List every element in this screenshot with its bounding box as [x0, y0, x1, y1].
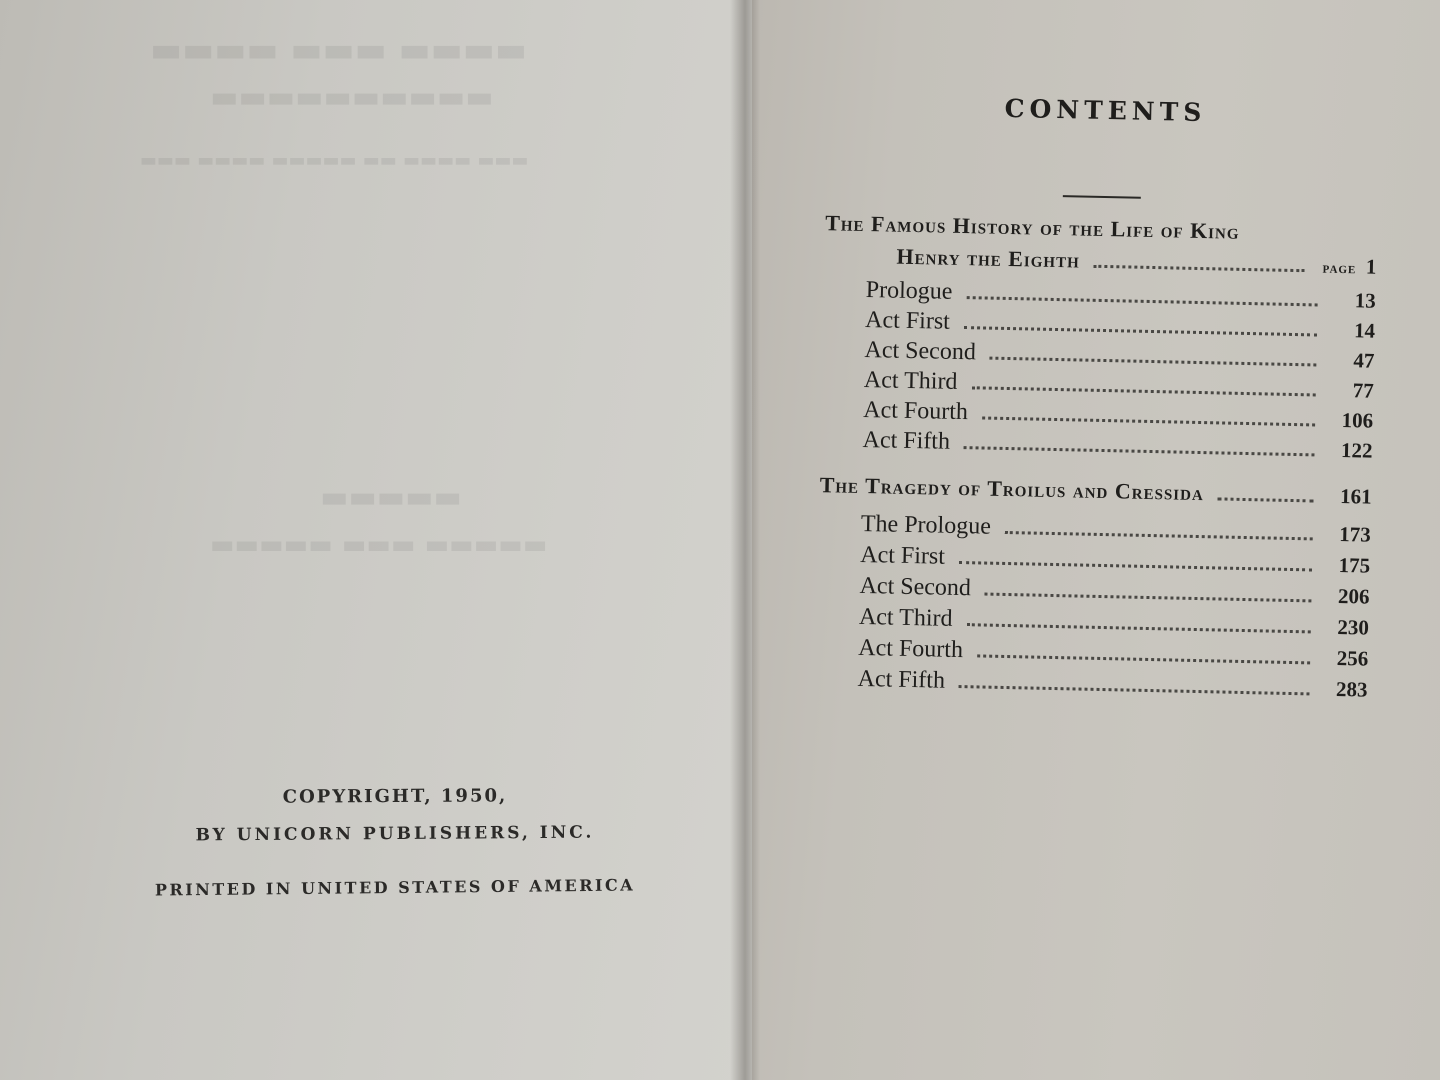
- leader-dots: [959, 551, 1313, 571]
- toc-page: 256: [1336, 645, 1369, 671]
- leader-dots: [1094, 255, 1305, 272]
- toc-label: Act Fifth: [857, 665, 946, 694]
- toc-page: 77: [1352, 378, 1375, 403]
- leader-dots: [966, 613, 1311, 633]
- play1-title-row: [896, 244, 1377, 284]
- divider-rule: [1063, 195, 1141, 199]
- toc-label: Act Third: [863, 366, 958, 395]
- copyright-line: COPYRIGHT, 1950,: [282, 785, 508, 808]
- toc-label: Act Fourth: [863, 396, 969, 426]
- toc-page: 175: [1338, 552, 1371, 578]
- leader-dots: [1005, 521, 1313, 540]
- bleed-through-text: ▬▬▬▬ ▬▬▬ ▬▬▬▬: [150, 30, 528, 70]
- toc-label: Act First: [864, 306, 951, 335]
- book-gutter: [730, 0, 760, 1080]
- toc-page: 122: [1340, 437, 1373, 463]
- toc-page: 13: [1354, 288, 1376, 313]
- leader-dots: [985, 583, 1312, 603]
- toc-page: 173: [1339, 521, 1372, 547]
- play1-page: 1: [1365, 254, 1377, 279]
- toc-label: Act First: [859, 541, 946, 570]
- toc-page: 106: [1341, 408, 1374, 433]
- bleed-through-text: ▬▬▬▬▬ ▬▬▬ ▬▬▬▬▬: [210, 530, 548, 560]
- printed-line: PRINTED IN UNITED STATES OF AMERICA: [154, 875, 636, 900]
- leader-dots: [959, 675, 1310, 695]
- leader-dots: [977, 644, 1311, 664]
- toc-page: 283: [1335, 676, 1368, 702]
- toc-page: 230: [1337, 614, 1370, 640]
- publisher-line: BY UNICORN PUBLISHERS, INC.: [195, 822, 595, 846]
- play2-title: The Tragedy of Troilus and Cressida: [819, 472, 1205, 506]
- toc-label: Act Fourth: [858, 634, 964, 664]
- toc-label: Act Second: [859, 572, 972, 602]
- play1-title-line2: Henry the Eighth: [896, 243, 1081, 273]
- toc-label: Prologue: [865, 277, 953, 305]
- leader-dots: [971, 376, 1316, 396]
- toc-page: 14: [1353, 318, 1376, 343]
- play1-title-line1: The Famous History of the Life of King: [824, 210, 1240, 244]
- bleed-through-text: ▬▬▬▬▬: [320, 480, 462, 515]
- toc-label: Act Fifth: [862, 426, 951, 455]
- play2-page: 161: [1339, 483, 1372, 509]
- contents-page: [807, 90, 1400, 742]
- page-word: PAGE: [1322, 263, 1357, 277]
- toc-label: The Prologue: [860, 510, 992, 540]
- leader-dots: [990, 347, 1317, 367]
- bleed-through-text: ▬▬▬ ▬▬▬▬ ▬▬ ▬▬▬▬▬ ▬▬▬▬ ▬▬▬: [140, 150, 529, 171]
- contents-heading: CONTENTS: [1004, 93, 1207, 128]
- leader-dots: [966, 286, 1318, 306]
- toc-label: Act Third: [858, 603, 953, 632]
- bleed-through-text: ▬▬▬▬▬▬▬▬▬▬: [210, 80, 494, 115]
- leader-dots: [964, 316, 1318, 336]
- leader-dots: [1218, 487, 1314, 502]
- leader-dots: [982, 406, 1316, 426]
- toc-page: 206: [1337, 583, 1370, 609]
- leader-dots: [964, 436, 1315, 456]
- toc-label: Act Second: [864, 336, 977, 366]
- toc-page: 47: [1353, 348, 1375, 373]
- play2-title-row: [819, 472, 1372, 514]
